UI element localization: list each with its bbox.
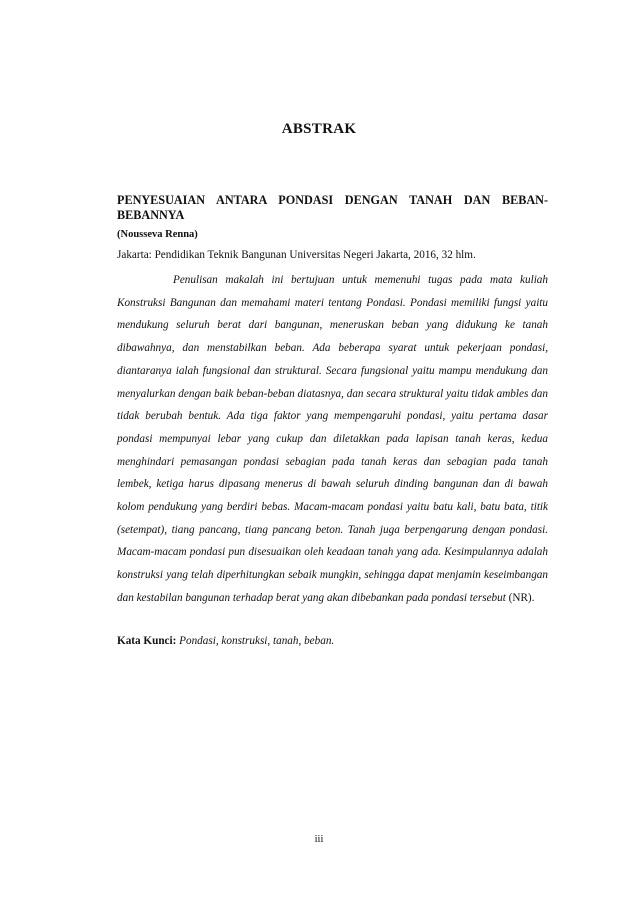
publisher-line: Jakarta: Pendidikan Teknik Bangunan Universitas Negeri Jakarta, 2016, 32 hlm. (117, 249, 476, 261)
author-name: (Nousseva Renna) (117, 229, 198, 240)
abstract-text: Penulisan makalah ini bertujuan untuk memenuhi tugas pada mata kuliah Konstruksi Bangunan dan memahami materi tentang Pondasi. Pondasi memiliki fungsi yaitu mendukung seluruh berat dari bangunan, meneruskan beban yang didukung ke tanah dibawahnya, dan menstabilkan beban. Ada beberapa syarat untuk pekerjaan pondasi, diantaranya ialah fungsional dan struktural. Secara fungsional yaitu mampu mendukung dan menyalurkan dengan baik beban-beban diatasnya, dan secara struktural yaitu tidak ambles dan tidak berubah bentuk. Ada tiga faktor yang mempengaruhi pondasi, yaitu pertama dasar pondasi mempunyai lebar yang cukup dan diletakkan pada lapisan tanah keras, kedua menghindari pemasangan pondasi sebagian pada tanah keras dan sebagian pada tanah lembek, ketiga harus dipasang menerus di bawah seluruh dinding bangunan dan di bawah kolom pendukung yang berdiri bebas. Macam-macam pondasi yaitu batu kali, batu bata, titik (setempat), tiang pancang, tiang pancang beton. Tanah juga berpengarung dengan pondasi. Macam-macam pondasi pun disesuaikan oleh keadaan tanah yang ada. Kesimpulannya adalah konstruksi yang telah diperhitungkan sebaik mungkin, sehingga dapat menjamin keseimbangan dan kestabilan bangunan terhadap berat yang akan dibebankan pada pondasi tersebut (117, 274, 548, 604)
paper-title: PENYESUAIAN ANTARA PONDASI DENGAN TANAH DAN BEBAN-BEBANNYA (117, 193, 548, 222)
keywords-text: Pondasi, konstruksi, tanah, beban. (179, 634, 335, 647)
author-code: (NR). (508, 591, 535, 604)
keywords-label: Kata Kunci: (117, 634, 177, 647)
abstract-body (117, 269, 548, 610)
page-heading: ABSTRAK (281, 121, 357, 137)
abstract-section (117, 193, 548, 648)
keywords-line (117, 634, 548, 648)
page-number: iii (314, 834, 324, 845)
